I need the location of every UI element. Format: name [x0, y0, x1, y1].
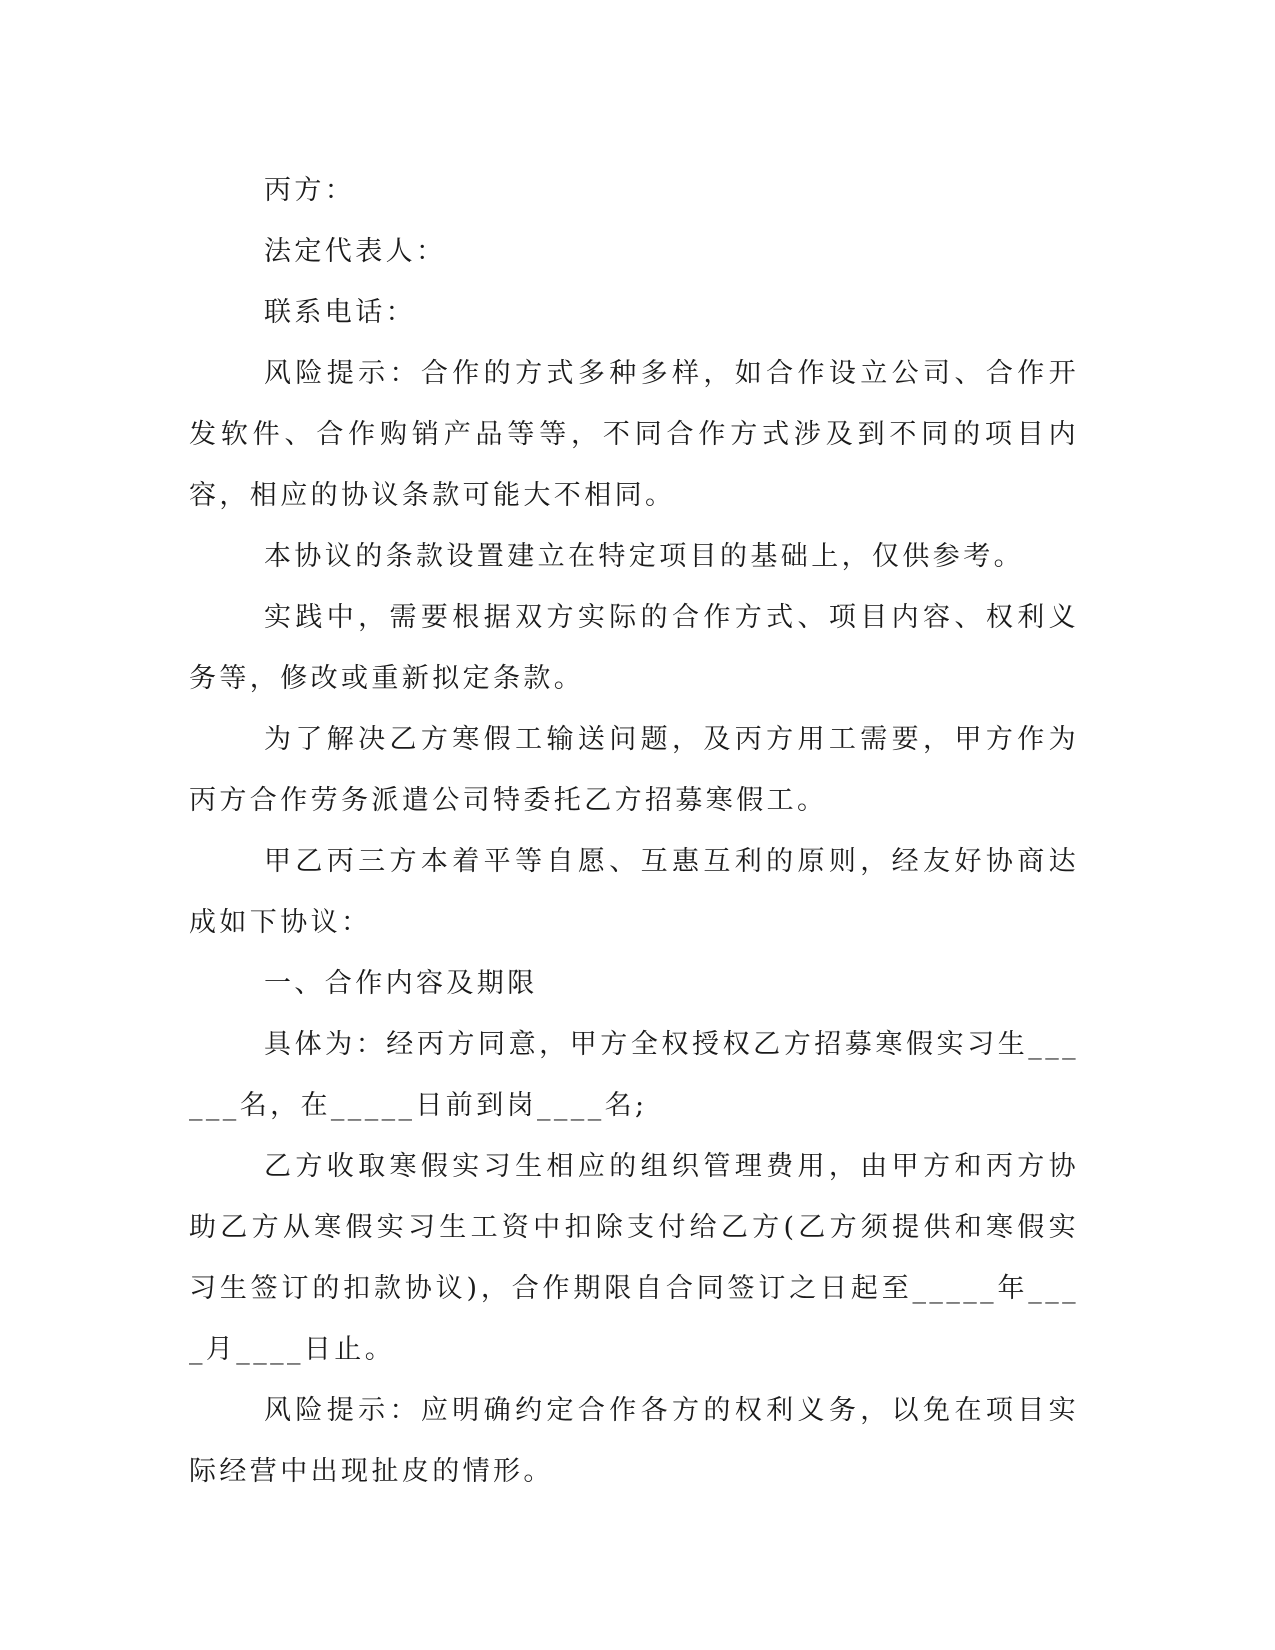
section-heading: 一、合作内容及期限: [264, 968, 538, 999]
contact-phone-label: 联系电话：: [264, 297, 416, 328]
practice-note-paragraph: 实践中，需要根据双方实际的合作方式、项目内容、权利义务等，修改或重新拟定条款。: [189, 602, 1079, 694]
document-body: [189, 160, 1079, 1502]
risk-notice-paragraph: 风险提示：合作的方式多种多样，如合作设立公司、合作开发软件、合作购销产品等等，不同合作方式涉及到不同的项目内容，相应的协议条款可能大不相同。: [189, 358, 1079, 511]
legal-representative-label: 法定代表人：: [264, 236, 447, 267]
risk-notice-rights-paragraph: 风险提示：应明确约定合作各方的权利义务，以免在项目实际经营中出现扯皮的情形。: [189, 1395, 1079, 1487]
reference-note-paragraph: 本协议的条款设置建立在特定项目的基础上，仅供参考。: [264, 541, 1024, 572]
purpose-paragraph: 为了解决乙方寒假工输送问题，及丙方用工需要，甲方作为丙方合作劳务派遣公司特委托乙方招募寒假工。: [189, 724, 1079, 816]
party-c-label: 丙方：: [264, 175, 356, 206]
principle-paragraph: 甲乙丙三方本着平等自愿、互惠互利的原则，经友好协商达成如下协议：: [189, 846, 1079, 938]
fees-term-paragraph: 乙方收取寒假实习生相应的组织管理费用，由甲方和丙方协助乙方从寒假实习生工资中扣除支付给乙方(乙方须提供和寒假实习生签订的扣款协议)，合作期限自合同签订之日起至_____年____月____日止。: [189, 1151, 1079, 1365]
details-paragraph: 具体为：经丙方同意，甲方全权授权乙方招募寒假实习生______名，在_____日前到岗____名;: [189, 1029, 1079, 1121]
